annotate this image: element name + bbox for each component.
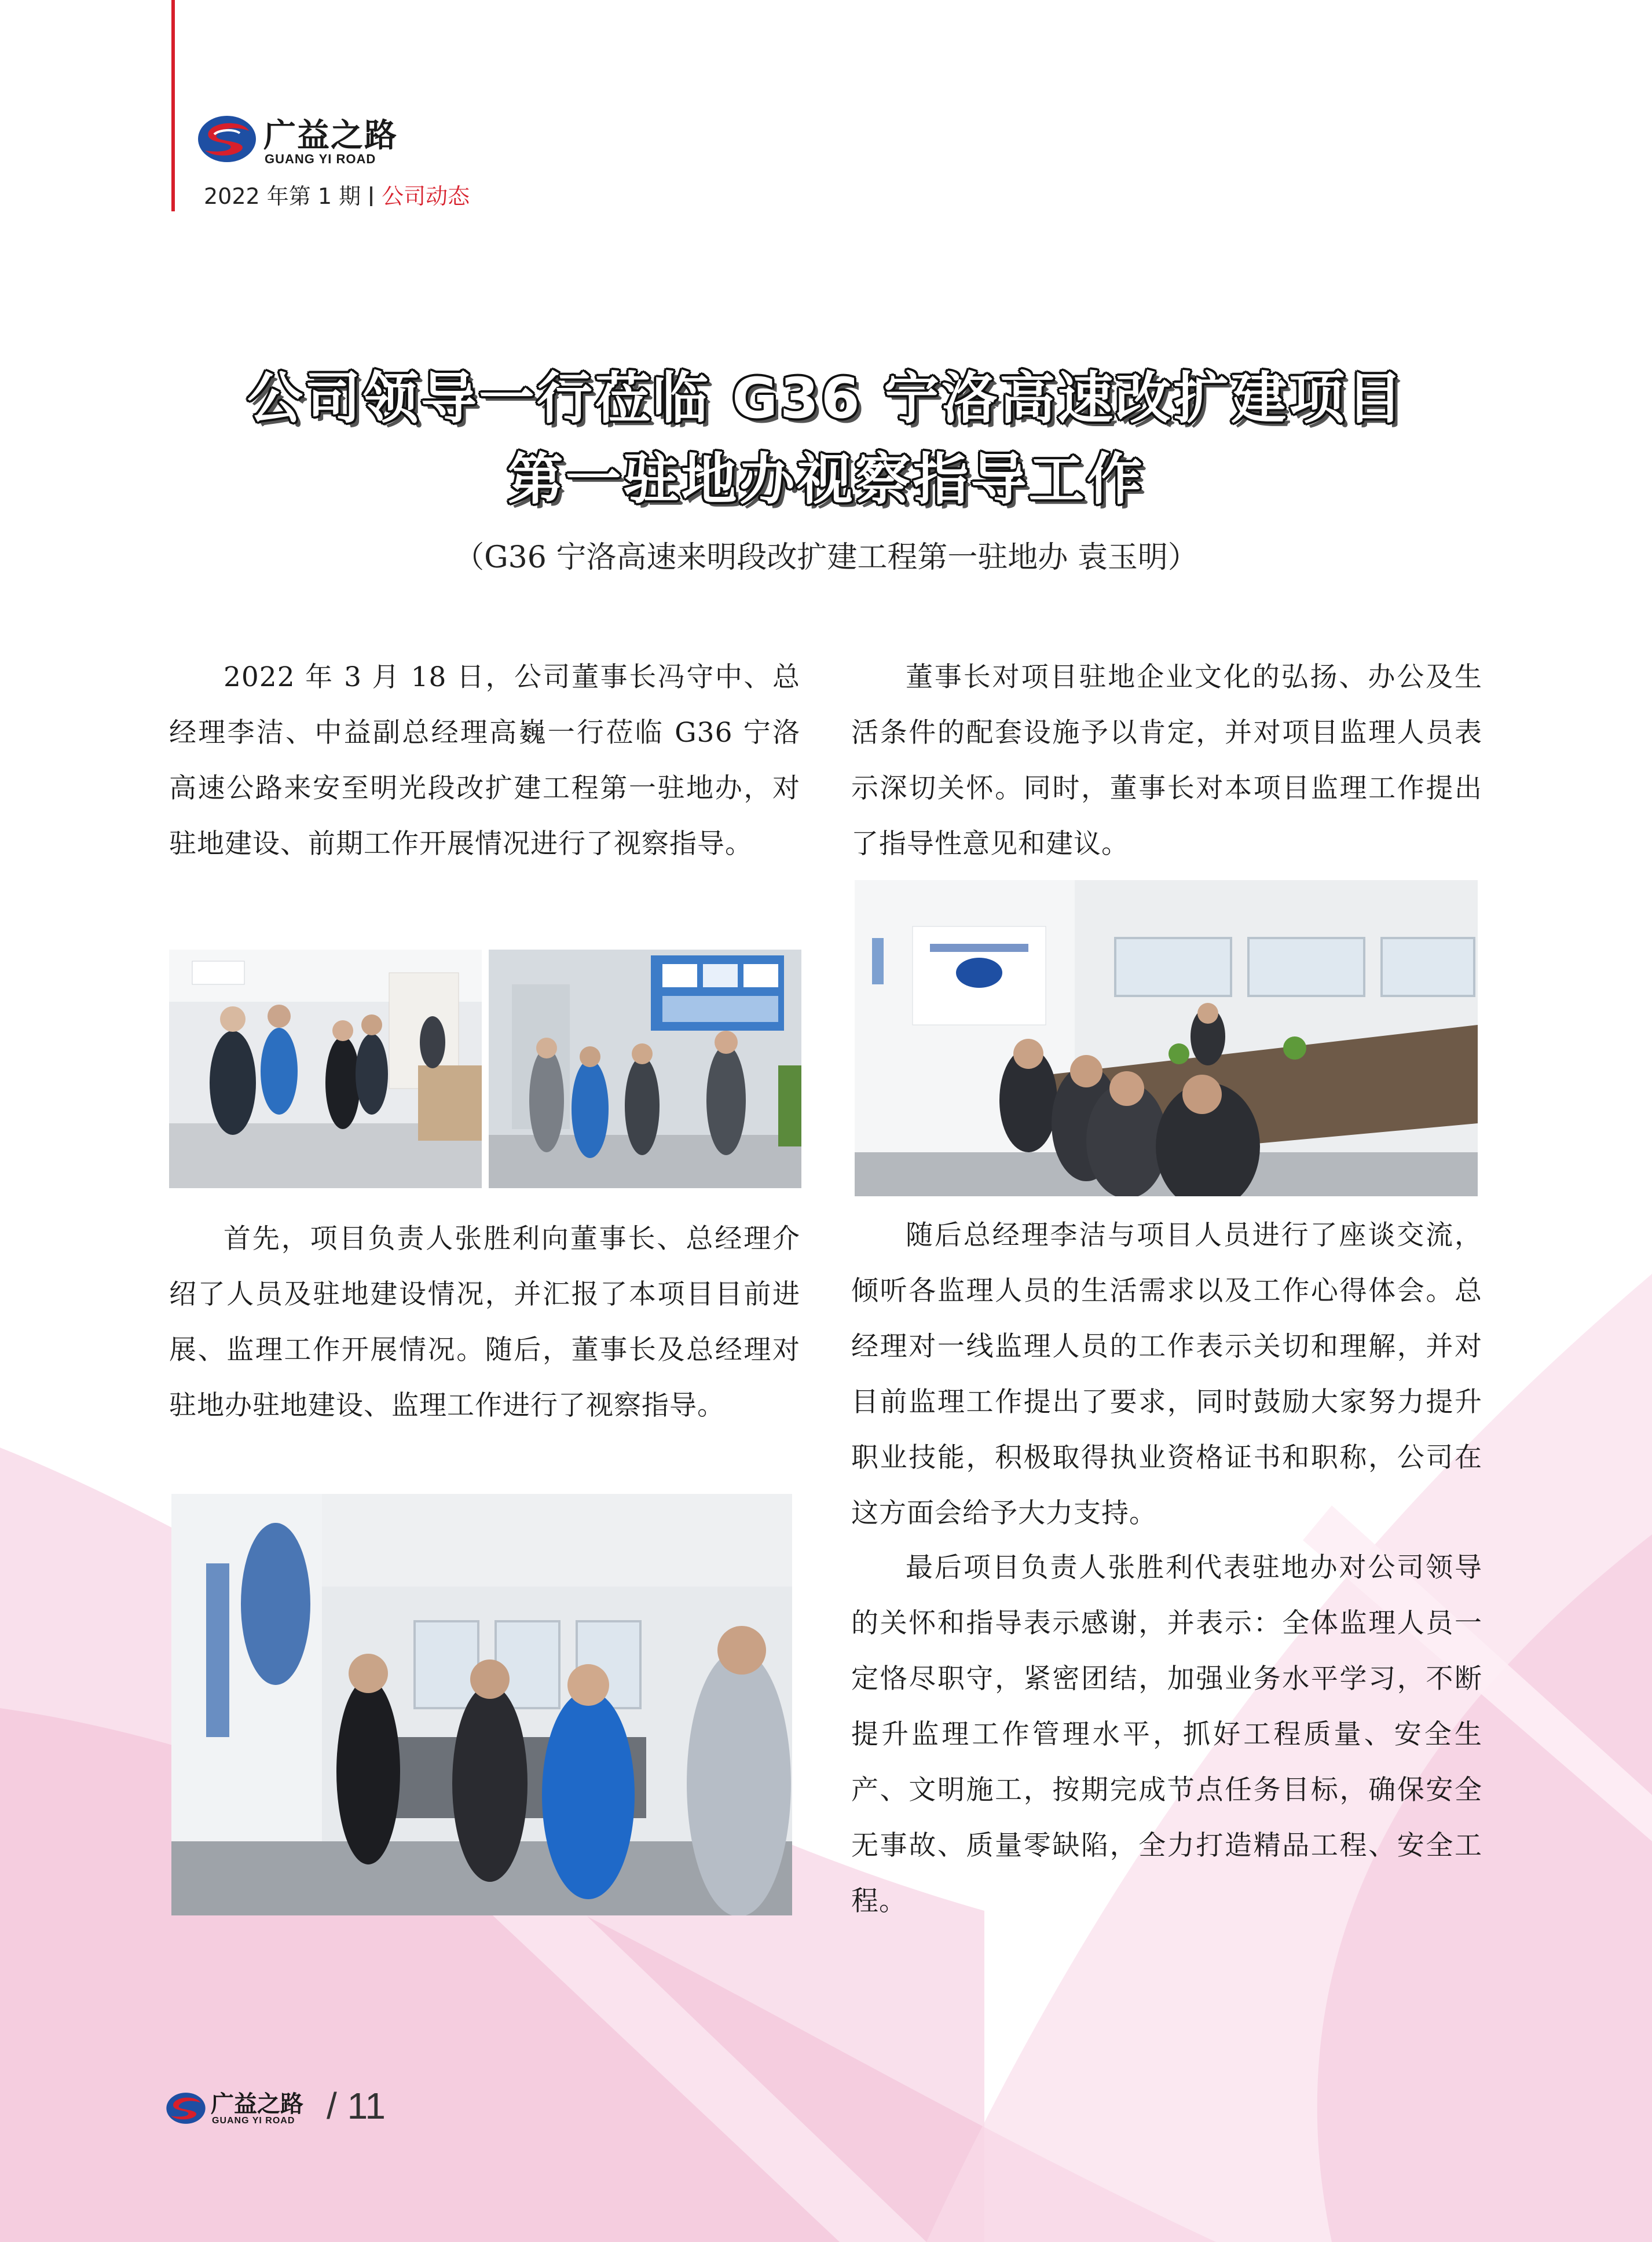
article-title-line-2: 第一驻地办视察指导工作 (507, 447, 1145, 512)
article-byline: （G36 宁洛高速来明段改扩建工程第一驻地办 袁玉明） (454, 540, 1198, 575)
page-number: / 11 (327, 2085, 386, 2127)
header-accent-bar (171, 0, 175, 211)
paragraph-5: 最后项目负责人张胜利代表驻地办对公司领导的关怀和指导表示感谢，并表示：全体监理人员一定恪尽职守，紧密团结，加强业务水平学习，不断提升监理工作管理水平，抓好工程质量、安全生产、文明施工，按期完成节点任务目标，确保安全无事故、质量零缺陷，全力打造精品工程、安全工程。 (851, 1552, 1482, 1917)
paragraph-3: 董事长对项目驻地企业文化的弘扬、办公及生活条件的配套设施予以肯定，并对项目监理人员表示深切关怀。同时，董事长对本项目监理工作提出了指导性意见和建议。 (851, 661, 1482, 860)
logo-mark-icon (197, 115, 257, 163)
page-footer (166, 2085, 455, 2137)
photo-office-logo-wall (171, 1494, 792, 1915)
photo-hallway-visit (169, 950, 482, 1188)
photo-display-board (489, 950, 801, 1188)
footer-logo-icon (166, 2091, 206, 2125)
logo-chinese-name: 广益之路 (263, 117, 398, 155)
issue-number: 2022 年第 1 期 (204, 184, 361, 209)
footer-logo-english-name: GUANG YI ROAD (212, 2116, 295, 2126)
logo-english-name: GUANG YI ROAD (265, 152, 376, 166)
paragraph-4: 随后总经理李洁与项目人员进行了座谈交流，倾听各监理人员的生活需求以及工作心得体会。总经理对一线监理人员的工作表示关切和理解，并对目前监理工作提出了要求，同时鼓励大家努力提升职业技能，积极取得执业资格证书和职称，公司在这方面会给予大力支持。 (851, 1219, 1482, 1529)
section-name: 公司动态 (382, 184, 470, 209)
article-title-line-1: 公司领导一行莅临 G36 宁洛高速改扩建项目 (247, 366, 1405, 431)
issue-line (204, 178, 470, 210)
paragraph-2: 首先，项目负责人张胜利向董事长、总经理介绍了人员及驻地建设情况，并汇报了本项目目前进展、监理工作开展情况。随后，董事长及总经理对驻地办驻地建设、监理工作进行了视察指导。 (169, 1223, 800, 1422)
paragraph-1: 2022 年 3 月 18 日，公司董事长冯守中、总经理李洁、中益副总经理高巍一行莅临 G36 宁洛高速公路来安至明光段改扩建工程第一驻地办，对驻地建设、前期工作开展情况进行了视察指导。 (169, 661, 800, 860)
footer-logo-chinese-name: 广益之路 (211, 2091, 303, 2118)
issue-separator (370, 186, 372, 206)
photo-meeting-room (855, 880, 1478, 1196)
